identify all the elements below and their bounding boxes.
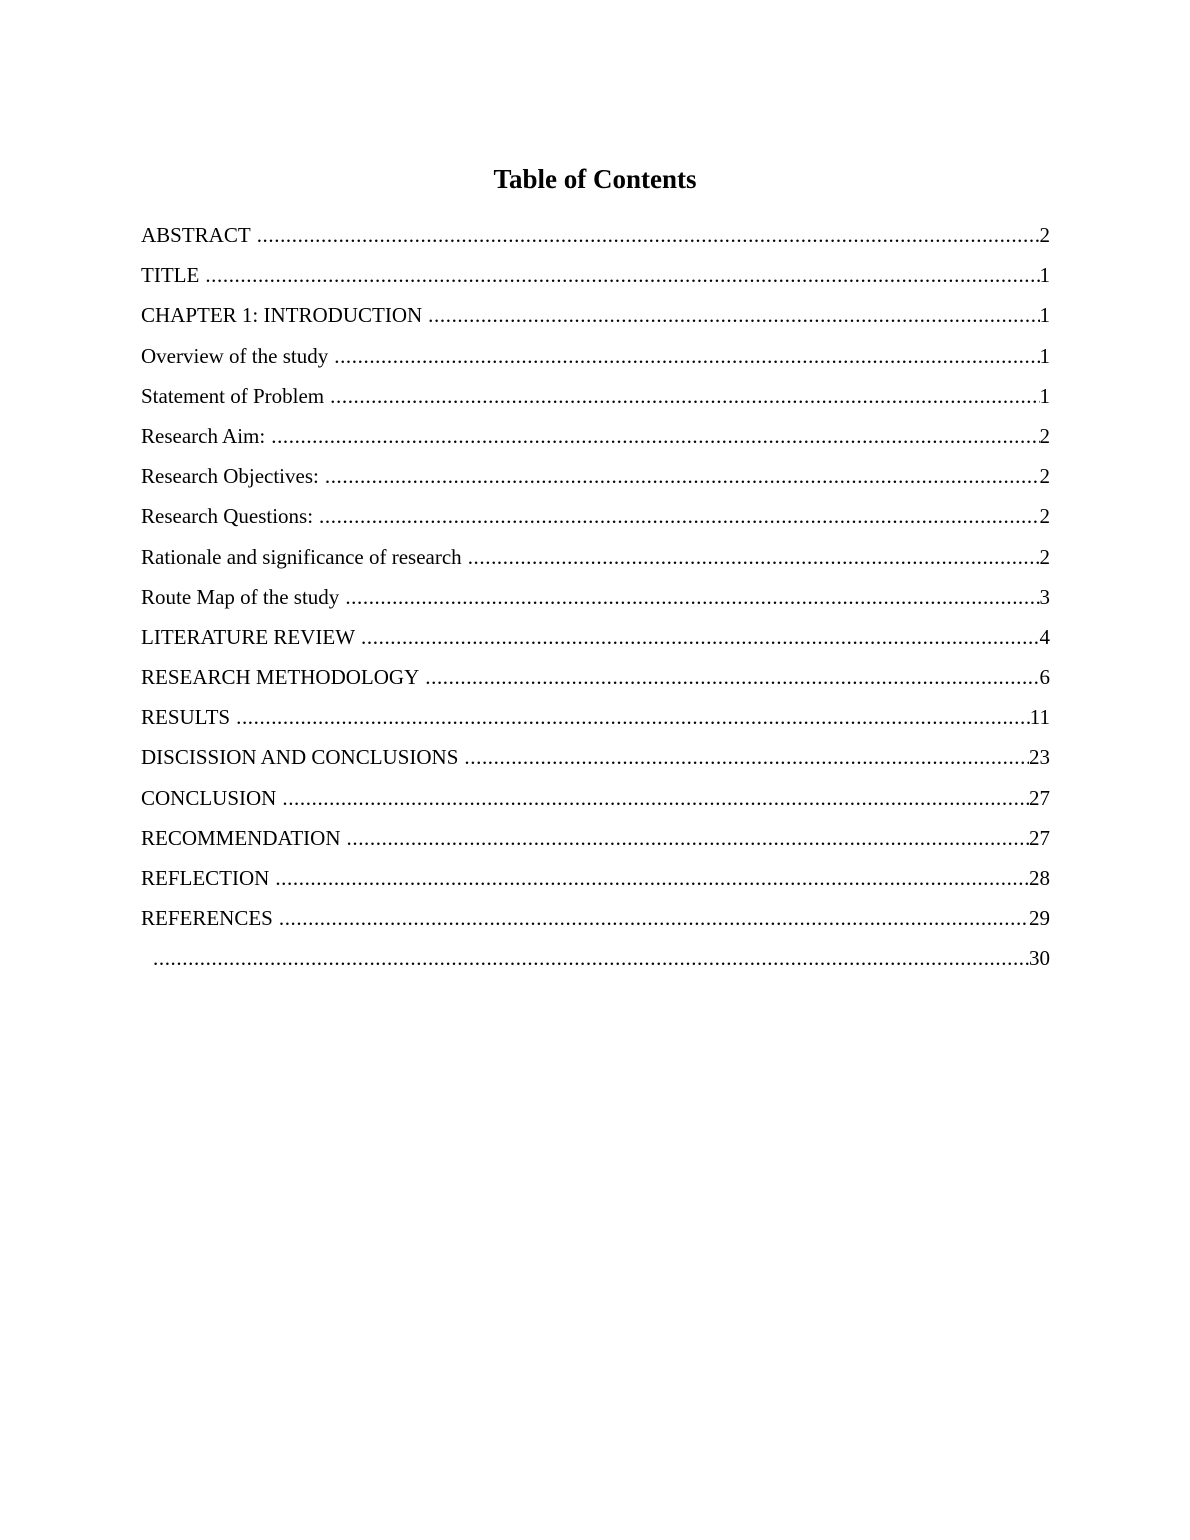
toc-entry-page-number: 3 xyxy=(1039,584,1050,609)
toc-dot-leader xyxy=(347,823,1030,853)
toc-entry-page-number: 2 xyxy=(1039,223,1050,247)
toc-entry[interactable] xyxy=(141,702,1050,742)
toc-entry-label: ABSTRACT xyxy=(141,223,251,247)
toc-entry-label: DISCISSION AND CONCLUSIONS xyxy=(141,745,459,770)
toc-dot-leader xyxy=(282,783,1029,813)
toc-dot-leader xyxy=(205,260,1039,290)
toc-dot-leader xyxy=(319,501,1039,531)
toc-entry[interactable] xyxy=(141,622,1050,662)
toc-entry-page-number: 2 xyxy=(1039,504,1050,529)
toc-entry-label: CHAPTER 1: INTRODUCTION xyxy=(141,303,423,328)
toc-entry-page-number: 1 xyxy=(1039,343,1050,368)
toc-entry-page-number: 1 xyxy=(1039,383,1050,408)
toc-entry[interactable] xyxy=(141,300,1050,340)
toc-entry-label: RECOMMENDATION xyxy=(141,825,341,850)
toc-entry-label: LITERATURE REVIEW xyxy=(141,624,356,649)
toc-entry[interactable] xyxy=(141,461,1050,501)
toc-dot-leader xyxy=(334,341,1039,371)
toc-entry-page-number: 2 xyxy=(1039,464,1050,489)
toc-dot-leader xyxy=(257,220,1040,250)
toc-dot-leader xyxy=(275,863,1029,893)
toc-dot-leader xyxy=(325,461,1040,491)
toc-entry-page-number: 29 xyxy=(1029,906,1050,931)
toc-entry-label: Research Objectives: xyxy=(141,464,319,489)
toc-entry-label: Rationale and significance of research xyxy=(141,544,462,569)
toc-dot-leader xyxy=(468,542,1040,572)
toc-entry-label: CONCLUSION xyxy=(141,785,277,810)
toc-entry-page-number: 2 xyxy=(1039,423,1050,448)
toc-entry-page-number: 4 xyxy=(1039,624,1050,649)
toc-entry[interactable] xyxy=(141,863,1050,903)
toc-entry[interactable] xyxy=(141,501,1050,541)
toc-entry-label: Route Map of the study xyxy=(141,584,340,609)
toc-entry[interactable] xyxy=(141,341,1050,381)
toc-title: Table of Contents xyxy=(493,164,697,194)
toc-entry-page-number: 11 xyxy=(1029,705,1050,730)
toc-entry-label: REFLECTION xyxy=(141,866,270,890)
toc-entry[interactable] xyxy=(141,783,1050,823)
toc-entry-label: RESEARCH METHODOLOGY xyxy=(141,665,420,690)
toc-dot-leader xyxy=(236,702,1030,732)
toc-entry-label: REFERENCES xyxy=(141,906,273,931)
toc-dot-leader xyxy=(271,421,1039,451)
toc-entry[interactable] xyxy=(141,582,1050,622)
toc-entry-label: Statement of Problem xyxy=(141,383,325,408)
toc-entry-label: Research Aim: xyxy=(141,423,266,448)
toc-entry-page-number: 6 xyxy=(1039,665,1050,690)
toc-entry[interactable] xyxy=(141,943,1050,983)
toc-dot-leader xyxy=(330,381,1039,411)
toc-dot-leader xyxy=(153,943,1029,973)
toc-entry[interactable] xyxy=(141,220,1050,260)
toc-entry-page-number: 30 xyxy=(1029,946,1050,971)
toc-entry-page-number: 23 xyxy=(1029,745,1050,770)
toc-entry-page-number: 1 xyxy=(1039,303,1050,328)
toc-entry[interactable] xyxy=(141,823,1050,863)
toc-entry[interactable] xyxy=(141,381,1050,421)
toc-entry-label: Overview of the study xyxy=(141,343,329,368)
toc-list xyxy=(141,220,1050,984)
toc-entry[interactable] xyxy=(141,260,1050,300)
toc-entry-page-number: 1 xyxy=(1039,263,1050,288)
toc-entry[interactable] xyxy=(141,742,1050,782)
toc-entry-page-number: 27 xyxy=(1029,825,1050,850)
toc-entry[interactable] xyxy=(141,542,1050,582)
toc-dot-leader xyxy=(345,582,1039,612)
toc-entry[interactable] xyxy=(141,662,1050,702)
toc-entry-label: TITLE xyxy=(141,263,200,288)
toc-dot-leader xyxy=(361,622,1039,652)
toc-dot-leader xyxy=(425,662,1039,692)
toc-entry-page-number: 2 xyxy=(1039,544,1050,569)
toc-entry-page-number: 27 xyxy=(1029,785,1050,810)
toc-entry-label: Research Questions: xyxy=(141,504,314,529)
toc-entry[interactable] xyxy=(141,903,1050,943)
toc-dot-leader xyxy=(428,300,1039,330)
toc-entry-page-number: 28 xyxy=(1029,866,1050,890)
toc-entry[interactable] xyxy=(141,421,1050,461)
toc-dot-leader xyxy=(464,742,1029,772)
toc-dot-leader xyxy=(279,903,1029,933)
toc-entry-label: RESULTS xyxy=(141,705,231,730)
